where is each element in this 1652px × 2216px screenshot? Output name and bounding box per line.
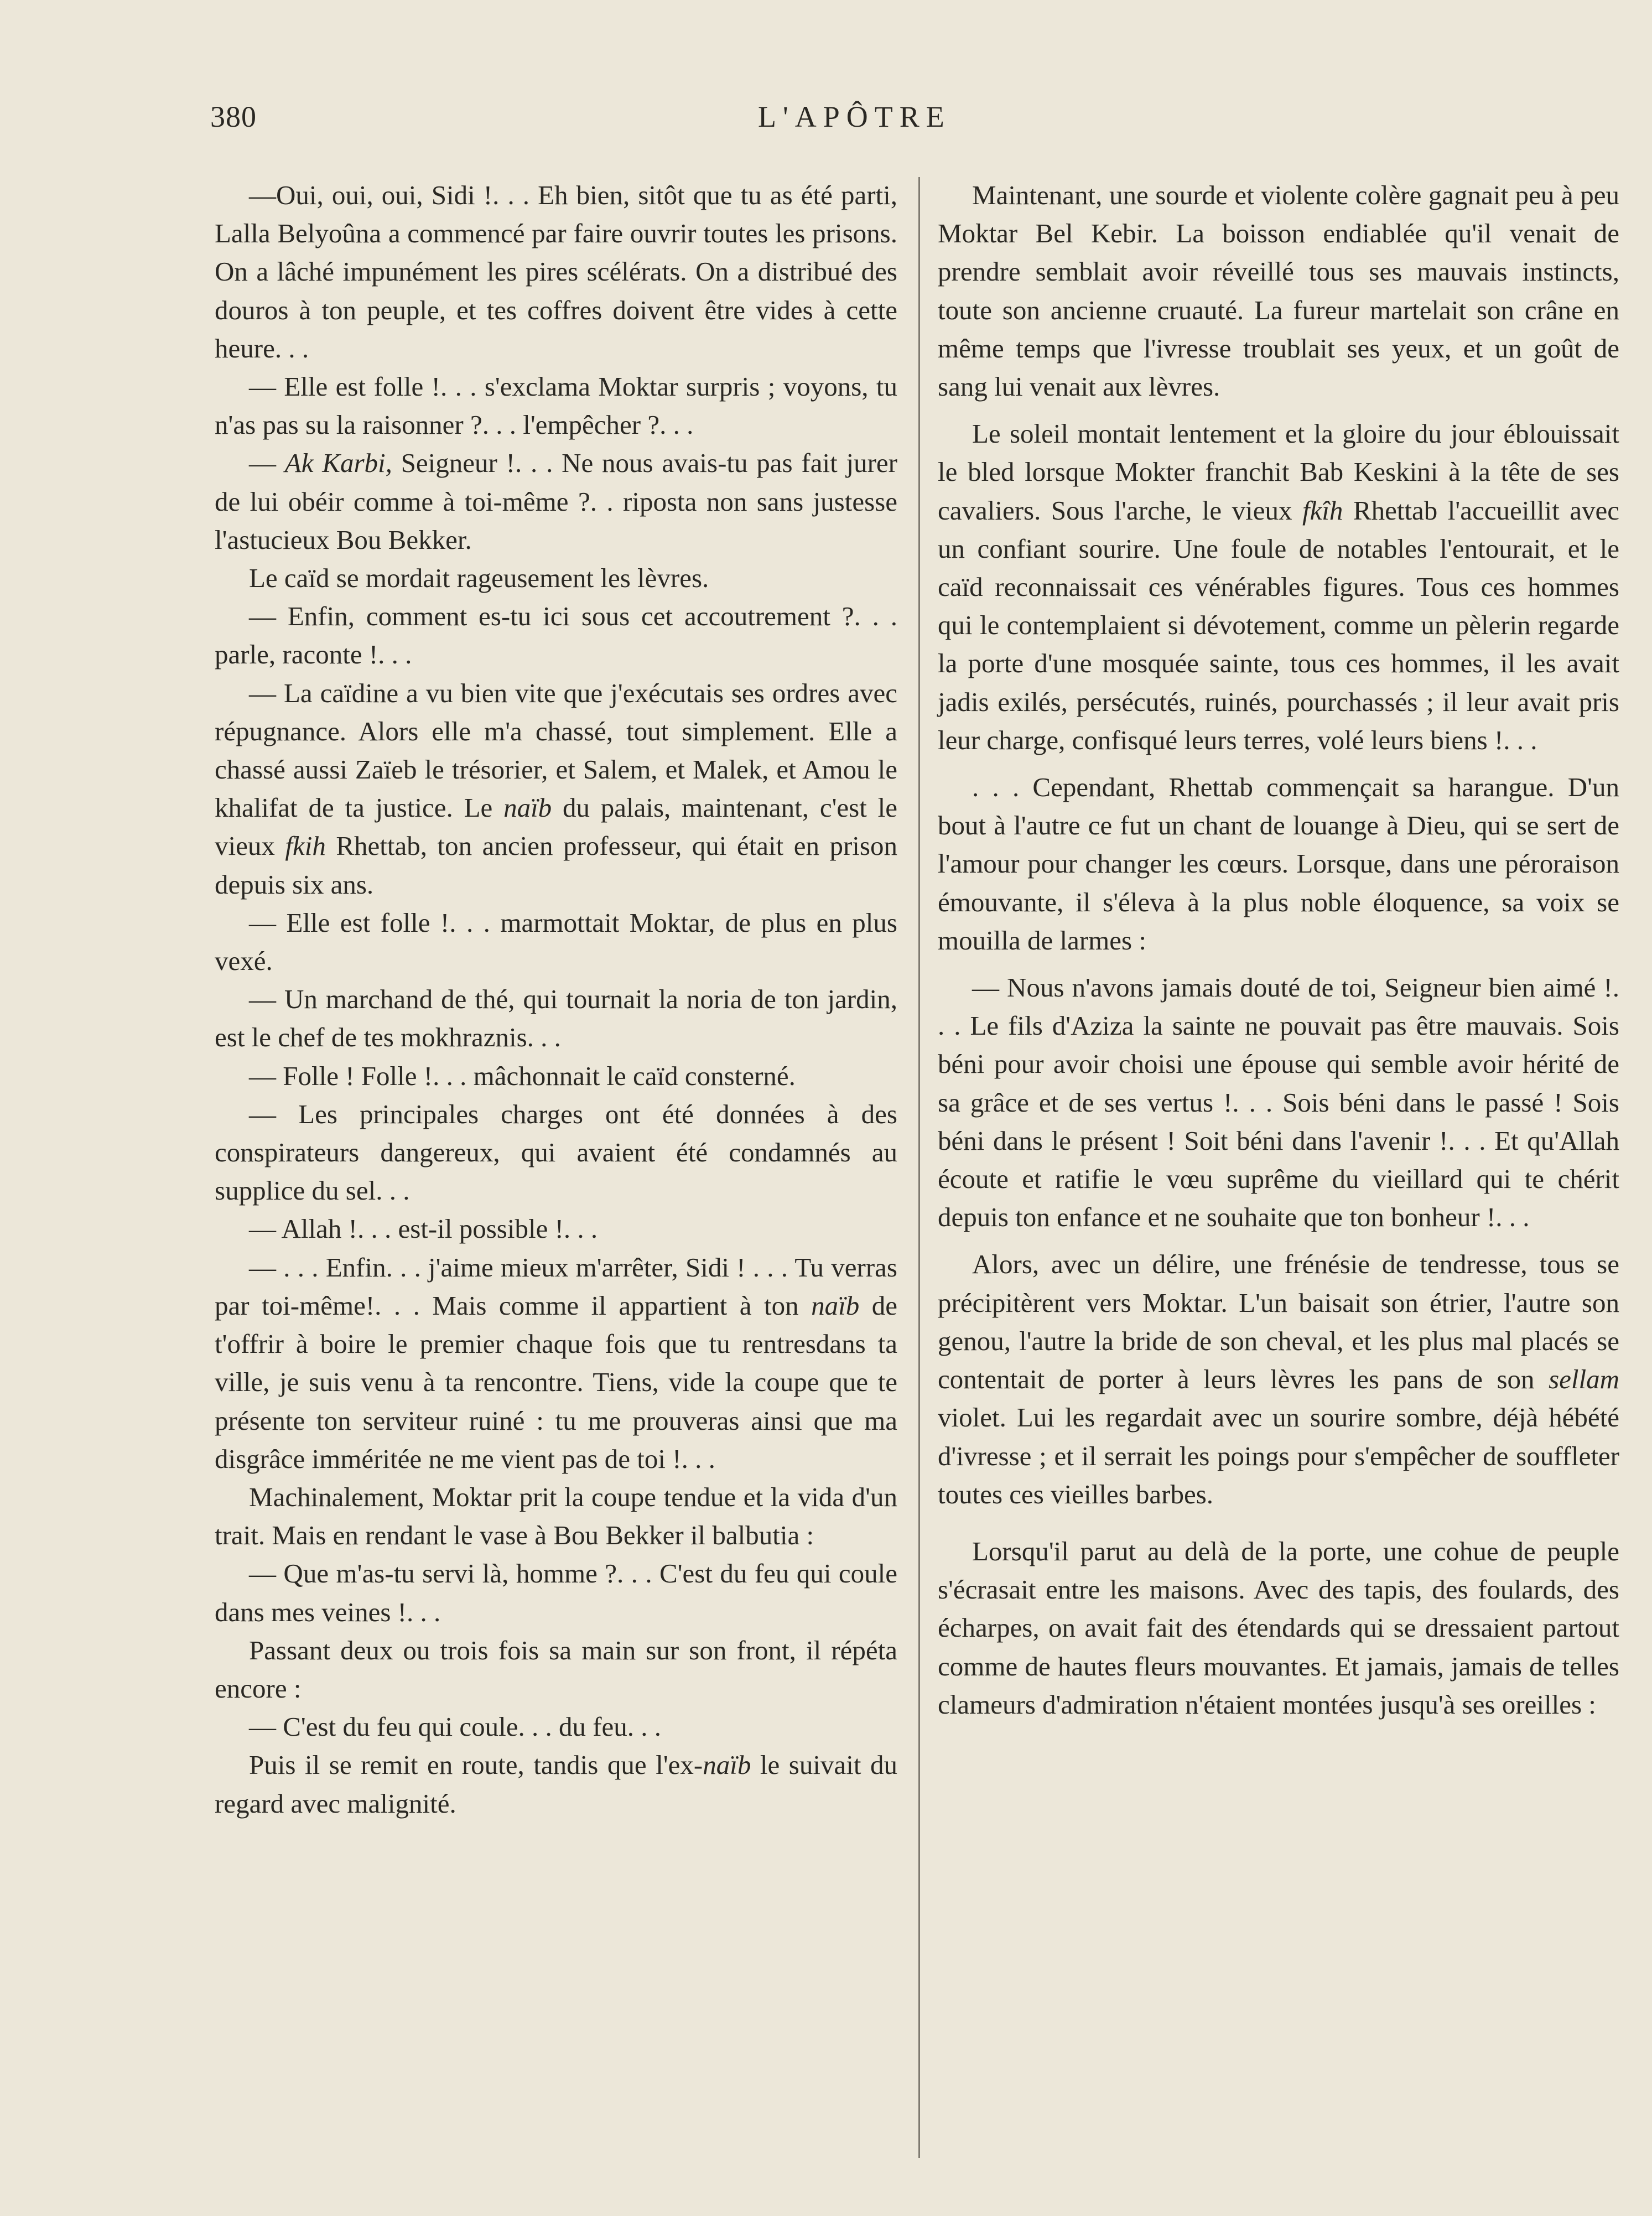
running-title: L'APÔTRE bbox=[758, 100, 951, 133]
text-span: — . . . Enfin. . . j'aime mieux m'arrêter, Sidi ! . . . Tu verras par toi-même!. . . Mais comme il appartient à ton bbox=[215, 1252, 897, 1321]
paragraph: — Allah !. . . est-il possible !. . . bbox=[249, 1213, 598, 1244]
text-span: Le soleil montait lentement et la gloire du jour éblouissait le bled lorsque Mokter franchit Bab Keskini à la tête de ses cavaliers. Sous l'arche, le vieux bbox=[938, 418, 1619, 526]
paragraph bbox=[215, 444, 897, 559]
paragraph: — Elle est folle !. . . s'exclama Moktar surpris ; voyons, tu n'as pas su la raisonner ?. . . l'empêcher ?. . . bbox=[215, 371, 897, 440]
text-span: violet. Lui les regardait avec un sourire sombre, déjà hébété d'ivresse ; et il serrait les poings pour s'empêcher de souffleter toutes ces vieilles barbes. bbox=[938, 1402, 1619, 1509]
italic-text: fkih bbox=[285, 831, 326, 862]
paragraph: — Un marchand de thé, qui tournait la noria de ton jardin, est le chef de tes mokhraznis. . . bbox=[215, 984, 897, 1053]
paragraph bbox=[215, 1248, 897, 1478]
paragraph: Passant deux ou trois fois sa main sur son front, il répéta encore : bbox=[215, 1634, 897, 1704]
text-span: du palais, maintenant, c'est le vieux bbox=[215, 792, 897, 862]
right-column bbox=[938, 176, 1619, 1724]
text-span: le suivait du regard avec malignité. bbox=[215, 1750, 897, 1819]
paragraph: — Enfin, comment es-tu ici sous cet accoutrement ?. . . parle, raconte !. . . bbox=[215, 601, 897, 670]
paragraph: — Folle ! Folle !. . . mâchonnait le caïd consterné. bbox=[249, 1060, 796, 1091]
italic-text: naïb bbox=[811, 1290, 860, 1321]
paragraph: — Elle est folle !. . . marmottait Moktar, de plus en plus vexé. bbox=[215, 907, 897, 977]
paragraph bbox=[215, 674, 897, 904]
italic-text: fkîh bbox=[1302, 495, 1343, 526]
italic-text: naïb bbox=[503, 792, 552, 823]
text-span: Rhettab, ton ancien professeur, qui était en prison depuis six ans. bbox=[215, 831, 897, 900]
text-span: — La caïdine a vu bien vite que j'exécutais ses ordres avec répugnance. Alors elle m'a chassé, tout simplement. Elle a chassé aussi Zaïeb le trésorier, et Salem, et Malek, et Amou le khalifat de ta justice. Le bbox=[215, 677, 897, 823]
paragraph: Lorsqu'il parut au delà de la porte, une cohue de peuple s'écrasait entre les maisons. Avec des tapis, des foulards, des écharpes, on avait fait des étendards qui se dressaient partout comme de hautes fleurs mouvantes. Et jamais, jamais de telles clameurs d'admiration n'étaient montées jusqu'à ses oreilles : bbox=[938, 1535, 1619, 1720]
italic-text: sellam bbox=[1549, 1364, 1619, 1395]
column-divider bbox=[918, 177, 920, 2158]
text-span: de t'offrir à boire le premier chaque fois que tu rentresdans ta ville, je suis venu à ta rencontre. Tiens, vide la coupe que te présente ton serviteur ruiné : tu me prouveras ainsi que ma disgrâce imméritée ne me vient pas de toi !. . . bbox=[215, 1290, 897, 1474]
left-column bbox=[215, 176, 897, 1823]
paragraph bbox=[938, 414, 1619, 759]
italic-text: naïb bbox=[703, 1750, 751, 1781]
paragraph: — C'est du feu qui coule. . . du feu. . . bbox=[249, 1711, 662, 1742]
paragraph: Maintenant, une sourde et violente colère gagnait peu à peu Moktar Bel Kebir. La boisson endiablée qu'il venait de prendre semblait avoir réveillé tous ses mauvais instincts, toute son ancienne cruauté. La fureur martelait son crâne en même temps que l'ivresse troublait ses yeux, et un goût de sang lui venait aux lèvres. bbox=[938, 180, 1619, 402]
italic-text: Ak Karbi, bbox=[284, 448, 392, 479]
text-span: Puis il se remit en route, tandis que l'ex- bbox=[249, 1750, 703, 1781]
paragraph: — Que m'as-tu servi là, homme ?. . . C'est du feu qui coule dans mes veines !. . . bbox=[215, 1558, 897, 1627]
paragraph: —Oui, oui, oui, Sidi !. . . Eh bien, sitôt que tu as été parti, Lalla Belyoûna a commencé par faire ouvrir toutes les prisons. On a lâché impunément les pires scélérats. On a distribué des douros à ton peuple, et tes coffres doivent être vides à cette heure. . . bbox=[215, 180, 897, 364]
paragraph: — Les principales charges ont été données à des conspirateurs dangereux, qui avaient été condamnés au supplice du sel. . . bbox=[215, 1098, 897, 1206]
paragraph bbox=[215, 1746, 897, 1822]
text-span: — bbox=[249, 448, 285, 479]
text-span: Rhettab l'accueillit avec un confiant sourire. Une foule de notables l'entourait, et le caïd reconnaissait ces vénérables figures. Tous ces hommes qui le contemplaient si dévotement, comme un pèlerin regarde la porte d'une mosquée sainte, tous ces hommes, il les avait jadis exilés, persécutés, ruinés, pourchassés ; il leur avait pris leur charge, confisqué leurs terres, volé leurs biens !. . . bbox=[938, 495, 1619, 755]
text-span: Alors, avec un délire, une frénésie de tendresse, tous se précipitèrent vers Moktar. L'un baisait son étrier, l'autre son genou, l'autre la bride de son cheval, et les plus mal placés se contentait de porter à leurs lèvres les pans de son bbox=[938, 1249, 1619, 1395]
paragraph: — Nous n'avons jamais douté de toi, Seigneur bien aimé !. . . Le fils d'Aziza la sainte ne pouvait pas être mauvais. Sois béni pour avoir choisi une épouse qui semble avoir hérité de sa grâce et de ses vertus !. . . Sois béni dans le passé ! Sois béni dans le présent ! Soit béni dans l'avenir !. . . Et qu'Allah écoute et ratifie le vœu suprême du vieillard qui te chérit depuis ton enfance et ne souhaite que ton bonheur !. . . bbox=[938, 972, 1619, 1233]
page-number: 380 bbox=[210, 100, 257, 133]
paragraph: Machinalement, Moktar prit la coupe tendue et la vida d'un trait. Mais en rendant le vase à Bou Bekker il balbutia : bbox=[215, 1481, 897, 1551]
paragraph bbox=[938, 1245, 1619, 1513]
paragraph: . . . Cependant, Rhettab commençait sa harangue. D'un bout à l'autre ce fut un chant de louange à Dieu, qui se sert de l'amour pour changer les cœurs. Lorsque, dans une péroraison émouvante, il s'éleva à la plus noble éloquence, sa voix se mouilla de larmes : bbox=[938, 772, 1619, 956]
text-span: Seigneur !. . . Ne nous avais-tu pas fait jurer de lui obéir comme à toi-même ?. . riposta non sans justesse l'astucieux Bou Bekker. bbox=[215, 448, 898, 555]
paragraph: Le caïd se mordait rageusement les lèvres. bbox=[249, 563, 709, 594]
